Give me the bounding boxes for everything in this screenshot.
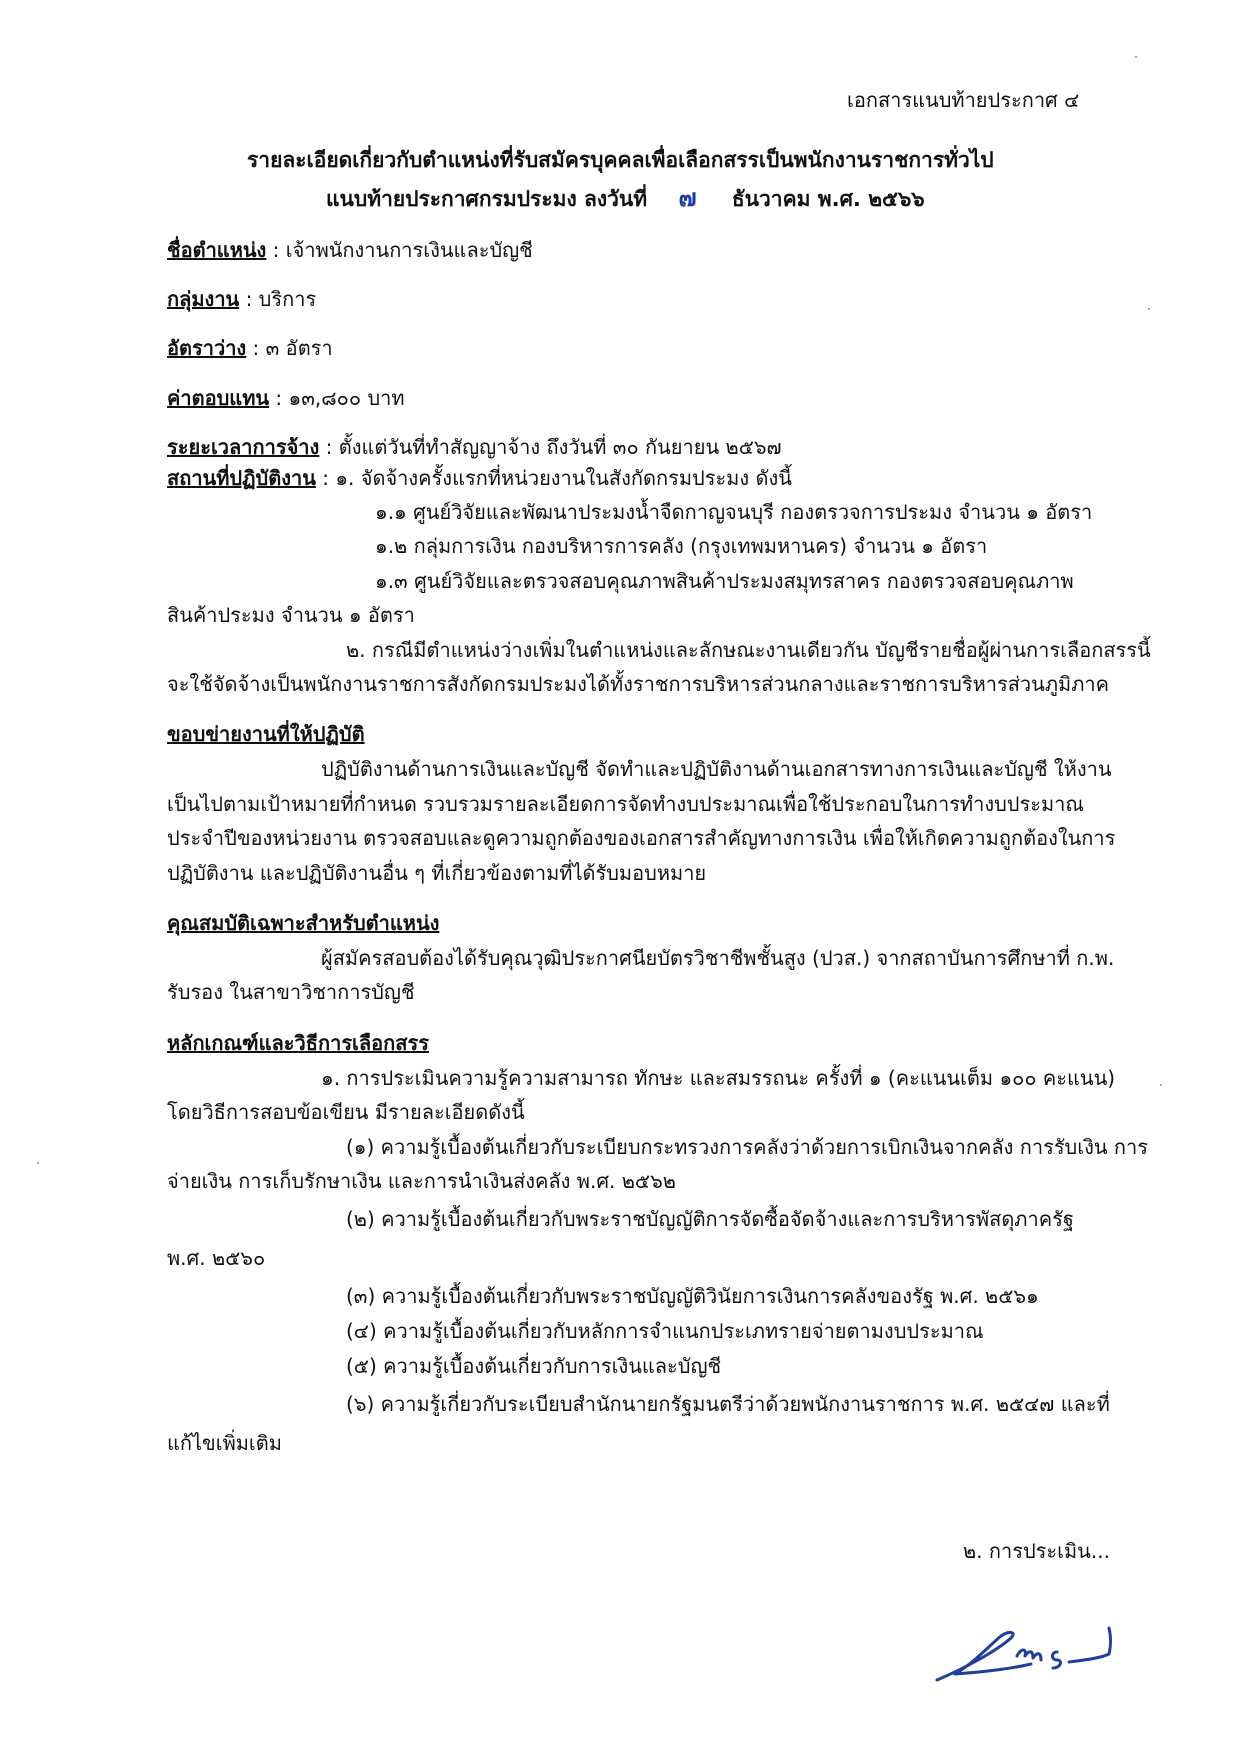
location-2: ๒. กรณีมีตำแหน่งว่างเพิ่มในตำแหน่งและลักษณะงานเดียวกัน บัญชีรายชื่อผู้ผ่านการเลือกสรรนี้ (346, 638, 1151, 662)
criteria-line: (๓) ความรู้เบื้องต้นเกี่ยวกับพระราชบัญญัติวินัยการเงินการคลังของรัฐ พ.ศ. ๒๕๖๑ (346, 1284, 1039, 1308)
criteria-line: (๑) ความรู้เบื้องต้นเกี่ยวกับระเบียบกระทรวงการคลังว่าด้วยการเบิกเงินจากคลัง การรับเงิน การ (346, 1135, 1148, 1159)
criteria-line: (๒) ความรู้เบื้องต้นเกี่ยวกับพระราชบัญญัติการจัดซื้อจัดจ้างและการบริหารพัสดุภาครัฐ (346, 1207, 1074, 1231)
scan-speck (1160, 1084, 1162, 1086)
title-line-1: รายละเอียดเกี่ยวกับตำแหน่งที่รับสมัครบุคคลเพื่อเลือกสรรเป็นพนักงานราชการทั่วไป (247, 148, 994, 172)
field-workplace (167, 464, 792, 492)
field-label: อัตราว่าง (167, 336, 247, 360)
criteria-line: (๔) ความรู้เบื้องต้นเกี่ยวกับหลักการจำแนกประเภทรายจ่ายตามงบประมาณ (346, 1319, 984, 1343)
criteria-line: (๖) ความรู้เกี่ยวกับระเบียบสำนักนายกรัฐมนตรีว่าด้วยพนักงานราชการ พ.ศ. ๒๕๔๗ และที่ (346, 1392, 1110, 1416)
field-label: ชื่อตำแหน่ง (167, 238, 267, 262)
field-value: : ตั้งแต่วันที่ทำสัญญาจ้าง ถึงวันที่ ๓๐ กันยายน ๒๕๖๗ (319, 435, 782, 459)
field-value: : ๑๓,๘๐๐ บาท (269, 386, 405, 410)
field-value: : ๑. จัดจ้างครั้งแรกที่หน่วยงานในสังกัดกรมประมง ดังนี้ (315, 466, 792, 490)
scan-speck (1135, 56, 1137, 58)
criteria-line: (๕) ความรู้เบื้องต้นเกี่ยวกับการเงินและบัญชี (346, 1354, 722, 1378)
field-label: ค่าตอบแทน (167, 386, 270, 410)
duties-line: เป็นไปตามเป้าหมายที่กำหนด รวบรวมรายละเอียดการจัดทำงบประมาณเพื่อใช้ประกอบในการทำงบประมาณ (167, 792, 1084, 816)
criteria-heading: หลักเกณฑ์และวิธีการเลือกสรร (167, 1031, 429, 1055)
title-line-2-suffix: ธันวาคม พ.ศ. ๒๕๖๖ (731, 187, 925, 211)
location-2-cont: จะใช้จัดจ้างเป็นพนักงานราชการสังกัดกรมประมงได้ทั้งราชการบริหารส่วนกลางและราชการบริหารส่วนภูมิภาค (167, 672, 1109, 696)
field-salary (167, 384, 405, 412)
field-vacancies (167, 334, 333, 362)
title-line-2-prefix: แนบท้ายประกาศกรมประมง ลงวันที่ (326, 187, 648, 211)
continuation-text: ๒. การประเมิน... (963, 1539, 1110, 1563)
field-value: : เจ้าพนักงานการเงินและบัญชี (266, 238, 533, 262)
header-note: เอกสารแนบท้ายประกาศ ๔ (847, 88, 1080, 112)
scan-speck (37, 1162, 39, 1164)
criteria-line: แก้ไขเพิ่มเติม (167, 1431, 282, 1455)
duties-heading: ขอบข่ายงานที่ให้ปฏิบัติ (167, 722, 365, 746)
field-group (167, 285, 316, 313)
duties-line: ประจำปีของหน่วยงาน ตรวจสอบและดูความถูกต้องของเอกสารสำคัญทางการเงิน เพื่อให้เกิดความถูกต้องในการ (167, 826, 1116, 850)
criteria-line: ๑. การประเมินความรู้ความสามารถ ทักษะ และสมรรถนะ ครั้งที่ ๑ (คะแนนเต็ม ๑๐๐ คะแนน) (321, 1066, 1116, 1090)
location-1-2: ๑.๒ กลุ่มการเงิน กองบริหารการคลัง (กรุงเทพมหานคร) จำนวน ๑ อัตรา (375, 534, 988, 558)
field-label: ระยะเวลาการจ้าง (167, 435, 320, 459)
title-line-2 (326, 184, 925, 213)
qualifications-line: ผู้สมัครสอบต้องได้รับคุณวุฒิประกาศนียบัตรวิชาชีพชั้นสูง (ปวส.) จากสถาบันการศึกษาที่ ก.พ. (321, 946, 1115, 970)
signature-icon (925, 1622, 1125, 1692)
field-label: กลุ่มงาน (167, 287, 240, 311)
location-1-3-cont: สินค้าประมง จำนวน ๑ อัตรา (167, 603, 415, 627)
duties-line: ปฏิบัติงานด้านการเงินและบัญชี จัดทำและปฏิบัติงานด้านเอกสารทางการเงินและบัญชี ให้งาน (321, 757, 1112, 781)
duties-line: ปฏิบัติงาน และปฏิบัติงานอื่น ๆ ที่เกี่ยวข้องตามที่ได้รับมอบหมาย (167, 861, 707, 885)
location-1-1: ๑.๑ ศูนย์วิจัยและพัฒนาประมงน้ำจืดกาญจนบุรี กองตรวจการประมง จำนวน ๑ อัตรา (375, 500, 1093, 524)
field-position (167, 236, 533, 264)
criteria-line: จ่ายเงิน การเก็บรักษาเงิน และการนำเงินส่งคลัง พ.ศ. ๒๕๖๒ (167, 1169, 676, 1193)
field-period (167, 433, 782, 461)
field-label: สถานที่ปฏิบัติงาน (167, 466, 316, 490)
criteria-line: พ.ศ. ๒๕๖๐ (167, 1246, 266, 1270)
title-day-handwritten: ๗ (678, 184, 697, 212)
scan-speck (1148, 308, 1150, 310)
location-1-3: ๑.๓ ศูนย์วิจัยและตรวจสอบคุณภาพสินค้าประมงสมุทรสาคร กองตรวจสอบคุณภาพ (375, 569, 1074, 593)
field-value: : ๓ อัตรา (246, 336, 333, 360)
field-value: : บริการ (239, 287, 317, 311)
qualifications-line: รับรอง ในสาขาวิชาการบัญชี (167, 980, 415, 1004)
criteria-line: โดยวิธีการสอบข้อเขียน มีรายละเอียดดังนี้ (167, 1100, 525, 1124)
qualifications-heading: คุณสมบัติเฉพาะสำหรับตำแหน่ง (167, 911, 440, 935)
